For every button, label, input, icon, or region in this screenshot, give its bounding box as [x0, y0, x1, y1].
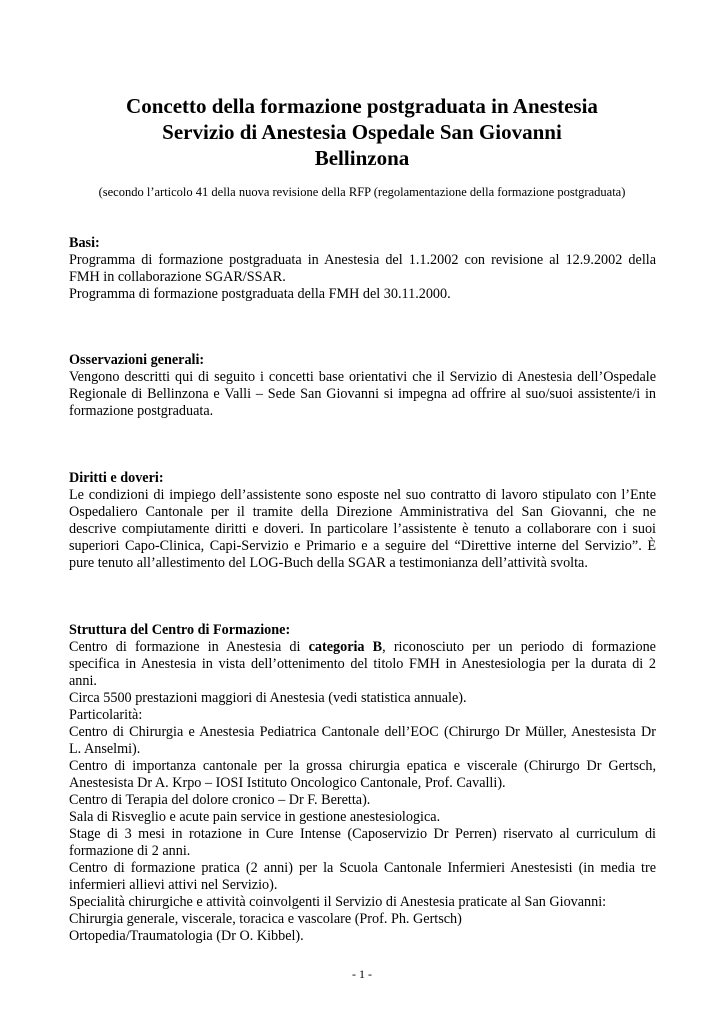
- paragraph-line: Particolarità:: [69, 707, 143, 723]
- document-subtitle: (secondo l’articolo 41 della nuova revisione della RFP (regolamentazione della formazione postgraduata): [98, 185, 626, 199]
- category-label: categoria B: [308, 639, 383, 655]
- document-title: [60, 93, 664, 171]
- section-heading: Basi:: [69, 235, 100, 251]
- paragraph-line: Chirurgia generale, viscerale, toracica e vascolare (Prof. Ph. Gertsch): [69, 911, 462, 927]
- section-heading: Struttura del Centro di Formazione:: [69, 622, 291, 638]
- paragraph-line: Centro di formazione pratica (2 anni) per la Scuola Cantonale Infermieri Anestesisti (in media tre: [69, 860, 656, 876]
- paragraph-line: Centro di Chirurgia e Anestesia Pediatrica Cantonale dell’EOC (Chirurgo Dr Müller, Anestesista Dr: [69, 724, 656, 740]
- section-osservazioni: [69, 352, 656, 420]
- paragraph-line: anni.: [69, 673, 97, 689]
- paragraph-line: Programma di formazione postgraduata in Anestesia del 1.1.2002 con revisione al 12.9.2002 della: [69, 252, 656, 268]
- paragraph-line: Ospedaliero Cantonale per il tramite della Direzione Amministrativa del San Giovanni, che ne: [69, 504, 656, 520]
- paragraph-line: Regionale di Bellinzona e Valli – Sede San Giovanni si impegna ad offrire al suo/suoi assistente/i in: [69, 386, 656, 402]
- section-basi: [69, 235, 656, 303]
- title-line-3: Bellinzona: [314, 146, 410, 170]
- paragraph-line: pure tenuto all’allestimento del LOG-Buch della SGAR a testimonianza dell’attività svolta.: [69, 555, 588, 571]
- paragraph-line: Circa 5500 prestazioni maggiori di Anestesia (vedi statistica annuale).: [69, 690, 467, 706]
- paragraph-line: Stage di 3 mesi in rotazione in Cure Intense (Caposervizio Dr Perren) riservato al curriculum di: [69, 826, 656, 842]
- paragraph-line: FMH in collaborazione SGAR/SSAR.: [69, 269, 286, 285]
- paragraph-line: Anestesista Dr A. Krpo – IOSI Istituto Oncologico Cantonale, Prof. Cavalli).: [69, 775, 506, 791]
- title-line-1: Concetto della formazione postgraduata in Anestesia: [126, 94, 598, 118]
- paragraph-line: specifica in Anestesia in vista dell’ottenimento del titolo FMH in Anestesiologia per la durata di 2: [69, 656, 656, 672]
- paragraph-line: Le condizioni di impiego dell’assistente sono esposte nel suo contratto di lavoro stipulato con l’Ente: [69, 487, 656, 503]
- paragraph-line: descrive compiutamente diritti e doveri. In particolare l’assistente è tenuto a collaborare con i suoi: [69, 521, 656, 537]
- paragraph-line: infermieri allievi attivi nel Servizio).: [69, 877, 278, 893]
- paragraph-line: superiori Capo-Clinica, Capi-Servizio e Primario e a seguire del “Direttive interne del Servizio”. È: [69, 538, 656, 554]
- paragraph-line: Centro di Terapia del dolore cronico – Dr F. Beretta).: [69, 792, 371, 808]
- page-number: - 1 -: [352, 967, 372, 981]
- section-heading: Diritti e doveri:: [69, 470, 164, 486]
- paragraph-line: L. Anselmi).: [69, 741, 141, 757]
- paragraph-line: [69, 639, 656, 656]
- text-run: Centro di formazione in Anestesia di: [69, 639, 309, 655]
- section-struttura: [69, 622, 656, 945]
- paragraph-line: Vengono descritti qui di seguito i concetti base orientativi che il Servizio di Anestesia dell’Ospedale: [69, 369, 656, 385]
- section-heading: Osservazioni generali:: [69, 352, 205, 368]
- paragraph-line: formazione postgraduata.: [69, 403, 214, 419]
- paragraph-line: Specialità chirurgiche e attività coinvolgenti il Servizio di Anestesia praticate al San Giovanni:: [69, 894, 607, 910]
- title-line-2: Servizio di Anestesia Ospedale San Giovanni: [162, 120, 562, 144]
- section-diritti: [69, 470, 656, 572]
- paragraph-line: Ortopedia/Traumatologia (Dr O. Kibbel).: [69, 928, 304, 944]
- text-run: , riconosciuto per un periodo di formazione: [382, 639, 656, 655]
- paragraph-line: formazione di 2 anni.: [69, 843, 191, 859]
- paragraph-line: Centro di importanza cantonale per la grossa chirurgia epatica e viscerale (Chirurgo Dr Gertsch,: [69, 758, 656, 774]
- paragraph-line: Programma di formazione postgraduata della FMH del 30.11.2000.: [69, 286, 451, 302]
- paragraph-line: Sala di Risveglio e acute pain service in gestione anestesiologica.: [69, 809, 441, 825]
